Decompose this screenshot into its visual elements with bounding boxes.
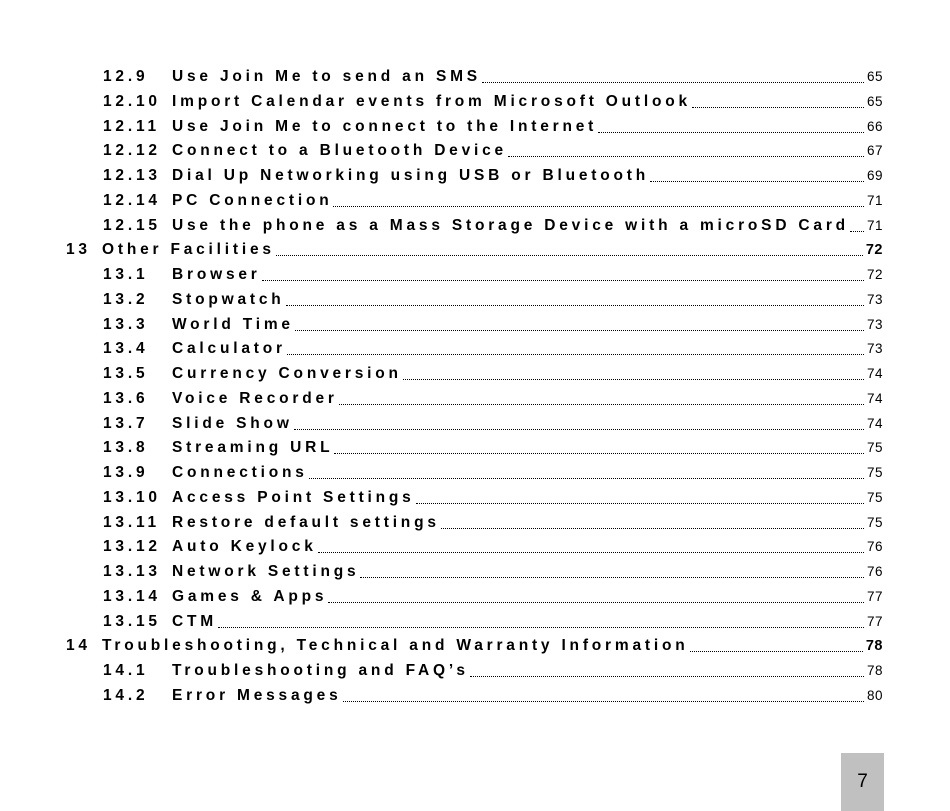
toc-section-entry[interactable] [0, 536, 950, 561]
toc-section-entry[interactable] [0, 91, 950, 116]
dot-leader [318, 551, 864, 553]
toc-entry-leader-line [172, 563, 883, 583]
dot-leader [416, 502, 864, 504]
toc-section-entry[interactable] [0, 190, 950, 215]
toc-section-entry[interactable] [0, 437, 950, 462]
toc-entry-title: Troubleshooting, Technical and Warranty Information [102, 637, 689, 655]
toc-entry-number: 13.3 [103, 315, 149, 333]
toc-entry-title: Games & Apps [172, 587, 328, 605]
toc-entry-leader-line [102, 241, 883, 261]
toc-entry-leader-line [172, 613, 883, 633]
toc-entry-leader-line [172, 93, 883, 113]
toc-entry-page: 75 [866, 514, 883, 530]
toc-entry-title: Use the phone as a Mass Storage Device with a microSD Card [172, 216, 849, 234]
toc-entry-number: 14.1 [103, 662, 149, 679]
dot-leader [262, 279, 864, 281]
dot-leader [309, 477, 864, 479]
toc-entry-leader-line [172, 316, 883, 336]
toc-entry-page: 73 [866, 291, 883, 307]
toc-entry-title: Other Facilities [102, 241, 275, 259]
toc-entry-number: 13.1 [103, 266, 149, 283]
toc-entry-number: 14 [66, 637, 91, 655]
dot-leader [690, 650, 863, 652]
dot-leader [328, 601, 864, 603]
dot-leader [360, 576, 864, 578]
dot-leader [339, 403, 864, 405]
toc-entry-leader-line [102, 637, 883, 657]
toc-entry-page: 65 [866, 93, 883, 109]
toc-entry-title: Restore default settings [172, 513, 440, 531]
toc-section-entry[interactable] [0, 611, 950, 636]
toc-entry-title: Dial Up Networking using USB or Bluetooth [172, 167, 649, 184]
toc-entry-number: 13.13 [103, 563, 161, 580]
toc-section-entry[interactable] [0, 116, 950, 141]
toc-entry-number: 13.5 [103, 365, 149, 382]
toc-entry-title: Calculator [172, 340, 286, 358]
toc-entry-page: 72 [865, 242, 883, 259]
toc-entry-number: 13.7 [103, 414, 149, 432]
toc-section-entry[interactable] [0, 215, 950, 240]
toc-entry-page: 71 [866, 192, 883, 208]
toc-entry-page: 78 [866, 663, 883, 678]
toc-entry-title: Stopwatch [172, 290, 285, 308]
toc-entry-leader-line [172, 489, 883, 509]
toc-entry-number: 13 [66, 241, 91, 259]
page-number-badge [841, 753, 884, 811]
toc-entry-title: Use Join Me to connect to the Internet [172, 117, 598, 135]
toc-section-entry[interactable] [0, 289, 950, 314]
dot-leader [333, 205, 863, 207]
toc-entry-title: Use Join Me to send an SMS [172, 68, 481, 85]
toc-entry-page: 74 [866, 390, 883, 406]
toc-entry-leader-line [172, 464, 883, 484]
toc-entry-number: 12.14 [103, 191, 161, 209]
toc-entry-leader-line [172, 390, 883, 410]
dot-leader [598, 131, 864, 133]
toc-section-entry[interactable] [0, 165, 950, 190]
toc-section-entry[interactable] [0, 586, 950, 611]
dot-leader [294, 428, 864, 430]
toc-entry-page: 77 [866, 588, 883, 604]
toc-section-entry[interactable] [0, 685, 950, 710]
toc-entry-leader-line [172, 68, 883, 88]
toc-entry-page: 71 [866, 217, 883, 233]
toc-section-entry[interactable] [0, 66, 950, 91]
toc-entry-leader-line [172, 266, 883, 286]
toc-entry-title: Currency Conversion [172, 365, 402, 382]
dot-leader [482, 81, 864, 83]
toc-entry-page: 75 [866, 489, 883, 505]
dot-leader [470, 675, 864, 677]
dot-leader [218, 626, 864, 628]
toc-entry-page: 74 [866, 415, 883, 431]
toc-entry-title: Browser [172, 266, 261, 283]
toc-section-entry[interactable] [0, 512, 950, 537]
dot-leader [343, 700, 864, 702]
toc-entry-leader-line [172, 662, 883, 682]
toc-entry-page: 78 [865, 638, 883, 655]
toc-entry-leader-line [172, 365, 883, 385]
toc-entry-number: 13.6 [103, 389, 149, 407]
table-of-contents [0, 66, 950, 710]
toc-section-entry[interactable] [0, 363, 950, 388]
toc-entry-number: 13.14 [103, 587, 161, 605]
toc-entry-leader-line [172, 192, 883, 212]
toc-entry-number: 13.2 [103, 290, 149, 308]
toc-section-entry[interactable] [0, 388, 950, 413]
toc-entry-title: CTM [172, 612, 217, 630]
toc-entry-number: 13.10 [103, 488, 161, 506]
toc-entry-number: 13.12 [103, 538, 161, 556]
toc-entry-title: Access Point Settings [172, 488, 415, 506]
toc-entry-page: 76 [866, 564, 883, 579]
toc-entry-leader-line [172, 439, 883, 459]
toc-entry-number: 12.15 [103, 216, 161, 234]
toc-entry-number: 13.9 [103, 464, 149, 481]
toc-entry-leader-line [172, 142, 883, 162]
toc-entry-number: 12.11 [103, 117, 160, 135]
toc-entry-page: 80 [866, 687, 883, 703]
toc-section-entry[interactable] [0, 660, 950, 685]
dot-leader [441, 527, 864, 529]
toc-section-entry[interactable] [0, 264, 950, 289]
toc-entry-page: 73 [866, 316, 883, 332]
toc-entry-number: 13.8 [103, 439, 149, 457]
toc-entry-number: 13.11 [103, 513, 160, 531]
toc-entry-page: 75 [866, 465, 883, 480]
toc-entry-leader-line [172, 588, 883, 608]
toc-entry-title: World Time [172, 315, 294, 333]
dot-leader [850, 230, 864, 232]
toc-entry-title: Troubleshooting and FAQ’s [172, 662, 469, 679]
toc-entry-leader-line [172, 514, 883, 534]
toc-entry-leader-line [172, 340, 883, 360]
toc-entry-leader-line [172, 167, 883, 187]
page-number: 7 [857, 771, 868, 792]
toc-entry-number: 14.2 [103, 686, 149, 704]
toc-entry-page: 69 [866, 168, 883, 183]
toc-entry-leader-line [172, 538, 883, 558]
toc-entry-page: 74 [866, 366, 883, 381]
toc-section-entry[interactable] [0, 140, 950, 165]
dot-leader [286, 304, 864, 306]
toc-entry-page: 72 [866, 267, 883, 282]
toc-entry-page: 66 [866, 118, 883, 134]
toc-entry-number: 13.4 [103, 340, 149, 358]
dot-leader [287, 353, 864, 355]
toc-entry-title: PC Connection [172, 191, 333, 209]
toc-entry-title: Connect to a Bluetooth Device [172, 142, 507, 160]
toc-entry-number: 13.15 [103, 612, 161, 630]
toc-entry-leader-line [172, 415, 883, 435]
toc-section-entry[interactable] [0, 338, 950, 363]
toc-entry-title: Streaming URL [172, 439, 334, 457]
toc-entry-leader-line [172, 687, 883, 707]
dot-leader [334, 452, 864, 454]
toc-section-entry[interactable] [0, 314, 950, 339]
dot-leader [650, 180, 864, 182]
toc-entry-page: 77 [866, 613, 883, 629]
dot-leader [508, 155, 864, 157]
dot-leader [403, 378, 864, 380]
toc-entry-title: Auto Keylock [172, 538, 317, 556]
toc-entry-number: 12.13 [103, 167, 161, 184]
toc-entry-leader-line [172, 217, 883, 237]
toc-entry-number: 12.9 [103, 68, 149, 85]
toc-entry-page: 65 [866, 69, 883, 84]
toc-section-entry[interactable] [0, 413, 950, 438]
toc-entry-title: Slide Show [172, 414, 293, 432]
toc-entry-page: 73 [866, 341, 883, 357]
dot-leader [295, 329, 864, 331]
toc-chapter-entry[interactable] [0, 239, 950, 264]
dot-leader [692, 106, 864, 108]
toc-section-entry[interactable] [0, 561, 950, 586]
toc-section-entry[interactable] [0, 462, 950, 487]
toc-entry-title: Error Messages [172, 686, 342, 704]
toc-entry-title: Network Settings [172, 563, 360, 580]
toc-entry-number: 12.12 [103, 142, 161, 160]
toc-entry-page: 76 [866, 539, 883, 555]
toc-entry-title: Voice Recorder [172, 389, 338, 407]
toc-entry-title: Connections [172, 464, 308, 481]
toc-entry-leader-line [172, 291, 883, 311]
toc-section-entry[interactable] [0, 487, 950, 512]
toc-entry-number: 12.10 [103, 92, 161, 110]
toc-entry-page: 67 [866, 143, 883, 159]
toc-entry-page: 75 [866, 440, 883, 456]
toc-entry-leader-line [172, 118, 883, 138]
toc-chapter-entry[interactable] [0, 635, 950, 660]
dot-leader [276, 254, 863, 256]
toc-entry-title: Import Calendar events from Microsoft Outlook [172, 92, 691, 110]
